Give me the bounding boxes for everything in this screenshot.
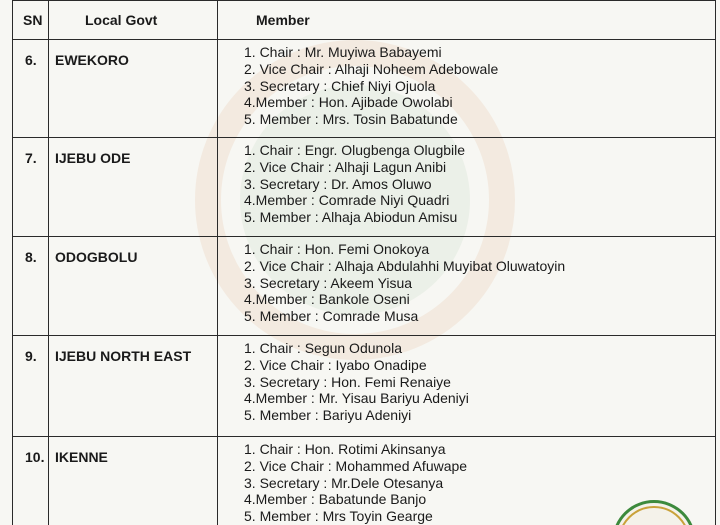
member-line: 5. Member : Bariyu Adeniyi (244, 407, 412, 424)
table-row (13, 237, 716, 336)
member-line: 5. Member : Mrs Toyin Gearge (244, 508, 433, 525)
member-line: 1. Chair : Hon. Rotimi Akinsanya (244, 441, 446, 457)
member-line: 3. Secretary : Mr.Dele Otesanya (244, 474, 444, 491)
table-row (13, 336, 716, 437)
header-local-govt: Local Govt (49, 1, 218, 40)
row-sn: 6. (13, 40, 49, 138)
member-line: 3. Secretary : Chief Niyi Ojuola (244, 77, 436, 94)
member-line: 3. Secretary : Dr. Amos Oluwo (244, 175, 432, 192)
member-line: 2. Vice Chair : Alhaji Noheem Adebowale (244, 60, 499, 77)
row-local-govt: IKENNE (49, 437, 218, 525)
table-header-row (13, 1, 716, 40)
committee-table (12, 0, 716, 525)
row-sn: 8. (13, 237, 49, 336)
member-line: 4.Member : Mr. Yisau Bariyu Adeniyi (244, 390, 469, 407)
row-members (218, 138, 716, 237)
header-member: Member (218, 1, 716, 40)
row-sn: 9. (13, 336, 49, 437)
row-members (218, 336, 716, 437)
row-local-govt: IJEBU ODE (49, 138, 218, 237)
member-line: 5. Member : Mrs. Tosin Babatunde (244, 111, 458, 128)
row-local-govt: IJEBU NORTH EAST (49, 336, 218, 437)
row-sn: 7. (13, 138, 49, 237)
member-line: 4.Member : Hon. Ajibade Owolabi (244, 94, 453, 111)
member-line: 3. Secretary : Hon. Femi Renaiye (244, 373, 451, 390)
table-row (13, 138, 716, 237)
member-line: 1. Chair : Hon. Femi Onokoya (244, 241, 430, 257)
table-row (13, 437, 716, 525)
member-line: 1. Chair : Engr. Olugbenga Olugbile (244, 142, 466, 158)
member-line: 5. Member : Comrade Musa (244, 308, 419, 325)
member-line: 4.Member : Comrade Niyi Quadri (244, 192, 450, 209)
member-line: 2. Vice Chair : Iyabo Onadipe (244, 356, 427, 373)
row-members (218, 40, 716, 138)
row-local-govt: ODOGBOLU (49, 237, 218, 336)
member-line: 2. Vice Chair : Alhaji Lagun Anibi (244, 158, 447, 175)
member-line: 4.Member : Bankole Oseni (244, 291, 410, 308)
member-line: 1. Chair : Segun Odunola (244, 340, 402, 356)
header-sn: SN (13, 1, 49, 40)
member-line: 3. Secretary : Akeem Yisua (244, 274, 413, 291)
table-row (13, 40, 716, 138)
row-members (218, 237, 716, 336)
member-line: 5. Member : Alhaja Abiodun Amisu (244, 209, 458, 226)
member-line: 2. Vice Chair : Mohammed Afuwape (244, 457, 468, 474)
row-sn: 10. (13, 437, 49, 525)
member-line: 2. Vice Chair : Alhaja Abdulahhi Muyibat Oluwatoyin (244, 257, 566, 274)
member-line: 4.Member : Babatunde Banjo (244, 491, 427, 508)
row-local-govt: EWEKORO (49, 40, 218, 138)
member-line: 1. Chair : Mr. Muyiwa Babayemi (244, 44, 442, 60)
